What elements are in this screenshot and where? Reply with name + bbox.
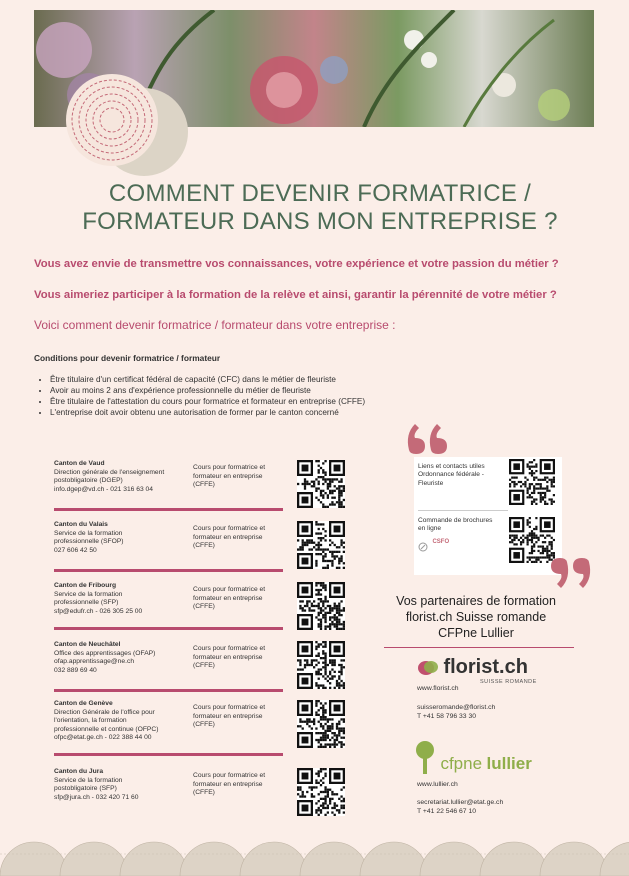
csfo-circle-icon <box>418 542 428 552</box>
link-line: Commande de brochures <box>418 517 493 524</box>
course-line: formateur en entreprise <box>193 712 263 720</box>
decorative-circles <box>62 70 202 180</box>
canton-line: postobligatoire (DGEP) <box>54 477 123 485</box>
course-line: (CFFE) <box>193 481 215 489</box>
link-line: Liens et contacts utiles <box>418 463 485 470</box>
canton-line: Service de la formation <box>54 776 123 784</box>
course-line: Cours pour formatrice et <box>193 772 266 779</box>
close-quote-icon <box>547 558 593 592</box>
course-line: (CFFE) <box>193 721 215 729</box>
course-label <box>193 645 293 671</box>
canton-name: Canton de Neuchâtel <box>54 641 121 648</box>
course-line: Cours pour formatrice et <box>193 525 266 532</box>
florist-phone: T +41 58 796 33 30 <box>417 713 477 720</box>
canton-line: Service de la formation <box>54 590 123 598</box>
lullier-logo-text-1: cfpne <box>440 754 483 773</box>
qr-code[interactable] <box>297 768 345 816</box>
canton-line: postobligatoire (SFP) <box>54 785 117 793</box>
separator <box>54 508 283 511</box>
course-label <box>193 704 293 730</box>
canton-line: Direction générale de l'enseignement <box>54 468 165 476</box>
course-line: formateur en entreprise <box>193 533 263 541</box>
canton-line: l'orientation, la formation <box>54 717 127 725</box>
conditions-list <box>36 374 365 418</box>
qr-code[interactable] <box>509 517 555 563</box>
course-line: (CFFE) <box>193 662 215 670</box>
course-line: Cours pour formatrice et <box>193 464 266 471</box>
florist-logo-text: florist.ch <box>443 656 528 678</box>
canton-contact: 027 606 42 50 <box>54 546 97 554</box>
canton-geneve <box>54 700 354 756</box>
title-line-2: FORMATEUR DANS MON ENTREPRISE ? <box>82 208 558 235</box>
separator <box>54 689 283 692</box>
useful-links-box <box>414 457 562 575</box>
qr-code[interactable] <box>509 459 555 505</box>
qr-code[interactable] <box>297 521 345 569</box>
separator <box>54 753 283 756</box>
links-divider <box>418 510 508 511</box>
question-2: Vous aimeriez participer à la formation de la relève et ainsi, garantir la pérennité de votre métier ? <box>34 289 557 301</box>
separator <box>54 627 283 630</box>
canton-name: Canton du Valais <box>54 521 108 528</box>
link-line: en ligne <box>418 525 442 533</box>
tree-icon <box>414 740 436 774</box>
bottom-decorative-band <box>0 840 629 876</box>
partners-line: florist.ch Suisse romande <box>405 610 547 624</box>
course-line: (CFFE) <box>193 603 215 611</box>
separator <box>54 569 283 572</box>
course-line: (CFFE) <box>193 542 215 550</box>
course-line: formateur en entreprise <box>193 594 263 602</box>
canton-jura <box>54 768 354 824</box>
partners-line: CFPne Lullier <box>438 626 514 640</box>
course-line: Cours pour formatrice et <box>193 586 266 593</box>
condition-item: • Être titulaire de l'attestation du cours pour formatrice et formateur en entreprise (CFFE) <box>50 396 365 407</box>
course-line: formateur en entreprise <box>193 780 263 788</box>
florist-flower-icon <box>417 658 439 678</box>
link-line: Fleuriste <box>418 479 444 487</box>
course-label <box>193 525 293 551</box>
condition-item: • Être titulaire d'un certificat fédéral de capacité (CFC) dans le métier de fleuriste <box>50 374 365 385</box>
page-title <box>60 180 580 236</box>
lullier-phone: T +41 22 546 67 10 <box>417 808 477 815</box>
intro-text: Voici comment devenir formatrice / formateur dans votre entreprise : <box>34 318 396 332</box>
partners-heading <box>376 593 576 641</box>
course-label <box>193 464 293 490</box>
course-line: formateur en entreprise <box>193 472 263 480</box>
partners-line: Vos partenaires de formation <box>396 594 556 608</box>
partners-separator <box>384 647 574 648</box>
florist-logo <box>417 656 528 679</box>
links-label[interactable] <box>418 463 485 488</box>
brochure-order-label[interactable] <box>418 517 492 534</box>
florist-email[interactable]: suisseromande@florist.ch <box>417 704 496 711</box>
canton-contact: ofpc@etat.ge.ch - 022 388 44 00 <box>54 734 152 742</box>
canton-line: Service de la formation <box>54 529 123 537</box>
canton-line: Office des apprentissages (OFAP) <box>54 649 156 657</box>
canton-line: professionnelle (SFP) <box>54 599 119 607</box>
lullier-email[interactable]: secretariat.lullier@etat.ge.ch <box>417 799 504 806</box>
canton-line: Direction Générale de l'office pour <box>54 708 155 716</box>
canton-line: professionnelle et continue (OFPC) <box>54 725 159 733</box>
canton-name: Canton du Jura <box>54 768 104 775</box>
canton-contact: 032 889 69 40 <box>54 666 97 674</box>
csfo-logo <box>418 539 449 557</box>
canton-name: Canton de Vaud <box>54 460 105 467</box>
lullier-logo <box>414 740 532 774</box>
question-1: Vous avez envie de transmettre vos connaissances, votre expérience et votre passion du métier ? <box>34 258 559 270</box>
course-line: Cours pour formatrice et <box>193 645 266 652</box>
qr-code[interactable] <box>297 700 345 748</box>
canton-contact: info.dgep@vd.ch - 021 316 63 04 <box>54 485 153 493</box>
open-quote-icon <box>405 420 451 454</box>
course-label <box>193 586 293 612</box>
canton-contact: sfp@jura.ch - 032 420 71 60 <box>54 793 139 801</box>
lullier-logo-text-2: lullier <box>486 754 532 773</box>
canton-name: Canton de Genève <box>54 700 113 707</box>
canton-line: professionnelle (SFOP) <box>54 538 124 546</box>
condition-item: • L'entreprise doit avoir obtenu une autorisation de former par le canton concerné <box>50 407 365 418</box>
lullier-website[interactable]: www.lullier.ch <box>417 781 458 788</box>
qr-code[interactable] <box>297 582 345 630</box>
qr-code[interactable] <box>297 460 345 508</box>
condition-item: • Avoir au moins 2 ans d'expérience professionnelle du métier de fleuriste <box>50 385 365 396</box>
florist-website[interactable]: www.florist.ch <box>417 685 459 692</box>
canton-contact: ofap.apprentissage@ne.ch <box>54 658 135 666</box>
course-label <box>193 772 293 798</box>
qr-code[interactable] <box>297 641 345 689</box>
course-line: (CFFE) <box>193 789 215 797</box>
csfo-label: CSFO <box>432 539 450 545</box>
course-line: formateur en entreprise <box>193 653 263 661</box>
canton-contact: sfp@edufr.ch - 026 305 25 00 <box>54 607 143 615</box>
florist-subtitle: SUISSE ROMANDE <box>480 679 537 685</box>
title-line-1: COMMENT DEVENIR FORMATRICE / <box>108 180 532 207</box>
canton-name: Canton de Fribourg <box>54 582 117 589</box>
conditions-title: Conditions pour devenir formatrice / formateur <box>34 353 221 363</box>
link-line: Ordonnance fédérale - <box>418 471 484 479</box>
course-line: Cours pour formatrice et <box>193 704 266 711</box>
